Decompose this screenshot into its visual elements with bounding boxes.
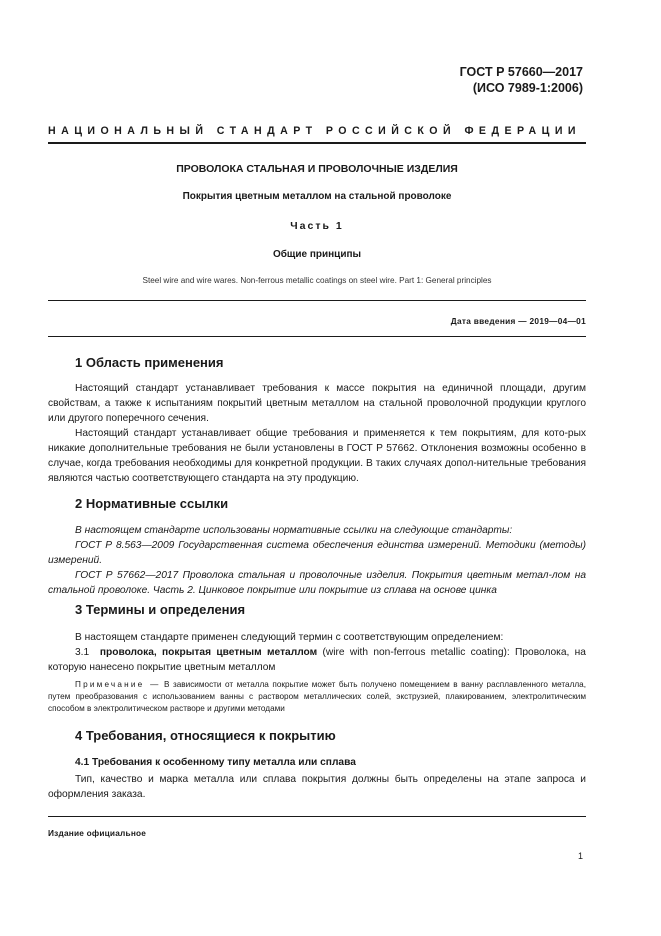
section-1-heading: 1 Область применения	[75, 355, 224, 370]
note-text: В зависимости от металла покрытие может быть получено помещением в ванну расплавленного металла, путем преобразования с использованием ванны с раствором металлических солей, экструзией, плакированием, электролитическим способом в электролитическом растворе и другими методами	[48, 680, 586, 713]
term-definition	[48, 645, 586, 675]
section-2-paragraph-1: В настоящем стандарте использованы нормативные ссылки на следующие стандарты:	[75, 525, 513, 536]
document-title: ПРОВОЛОКА СТАЛЬНАЯ И ПРОВОЛОЧНЫЕ ИЗДЕЛИЯ	[176, 163, 458, 175]
document-part: Часть 1	[290, 220, 344, 232]
term-number: 3.1	[75, 647, 90, 658]
iso-code: (ИСО 7989-1:2006)	[472, 81, 583, 95]
section-2-reference-2: ГОСТ Р 57662—2017 Проволока стальная и проволочные изделия. Покрытия цветным метал-лом на стальной проволоке. Часть 2. Цинковое покрытие или покрытие из сплава на основе цинка	[48, 570, 586, 596]
footer-rule	[48, 816, 586, 817]
official-edition-label: Издание официальное	[48, 828, 147, 838]
date-rule	[48, 336, 586, 337]
section-1-paragraph-2: Настоящий стандарт устанавливает общие требования и применяется к тем покрытиям, для кото-рых никакие дополнительные требования не были установлены в ГОСТ Р 57662. Отклонения возможны особенно в случае, когда требования необходимы для конкретной продукции. В таких случаях допол-нительные требования являются частью соответствующего стандарта на эту продукцию.	[48, 428, 586, 484]
page-number: 1	[577, 851, 583, 861]
section-4-heading: 4 Требования, относящиеся к покрытию	[75, 728, 336, 743]
english-title: Steel wire and wire wares. Non-ferrous metallic coatings on steel wire. Part 1: General principles	[142, 276, 492, 285]
section-3-heading: 3 Термины и определения	[75, 602, 246, 617]
standard-code-block	[460, 64, 583, 96]
title-rule	[48, 300, 586, 301]
header-rule	[48, 142, 586, 144]
section-2-heading: 2 Нормативные ссылки	[75, 496, 229, 511]
term-definition-text: (wire with non-ferrous metallic coating): Проволока, на которую нанесено покрытие цветным металлом	[48, 647, 586, 673]
term: проволока, покрытая цветным металлом	[99, 647, 318, 658]
standard-code: ГОСТ Р 57660—2017	[459, 65, 583, 79]
section-2-reference-1: ГОСТ Р 8.563—2009 Государственная система обеспечения единства измерений. Методики (методы) измерений.	[48, 540, 586, 566]
national-standard-banner: НАЦИОНАЛЬНЫЙ СТАНДАРТ РОССИЙСКОЙ ФЕДЕРАЦИИ	[48, 125, 581, 137]
section-3-paragraph-1: В настоящем стандарте применен следующий термин с соответствующим определением:	[75, 632, 504, 643]
note	[48, 679, 586, 715]
introduction-date: Дата введения — 2019—04—01	[450, 316, 586, 326]
section-1-paragraph-1: Настоящий стандарт устанавливает требования к массе покрытия на единичной площади, другим свойствам, а также к испытаниям покрытий цветным металлом на стальной проволочной продукции круглого или другого поперечного сечения.	[48, 383, 586, 424]
note-label: Примечание —	[75, 680, 161, 689]
section-4-1-paragraph: Тип, качество и марка металла или сплава покрытия должны быть определены на этапе запроса и оформления заказа.	[48, 774, 586, 800]
document-subtitle: Покрытия цветным металлом на стальной проволоке	[182, 191, 452, 202]
document-part-title: Общие принципы	[272, 249, 362, 260]
section-4-1-heading: 4.1 Требования к особенному типу металла или сплава	[75, 757, 356, 768]
